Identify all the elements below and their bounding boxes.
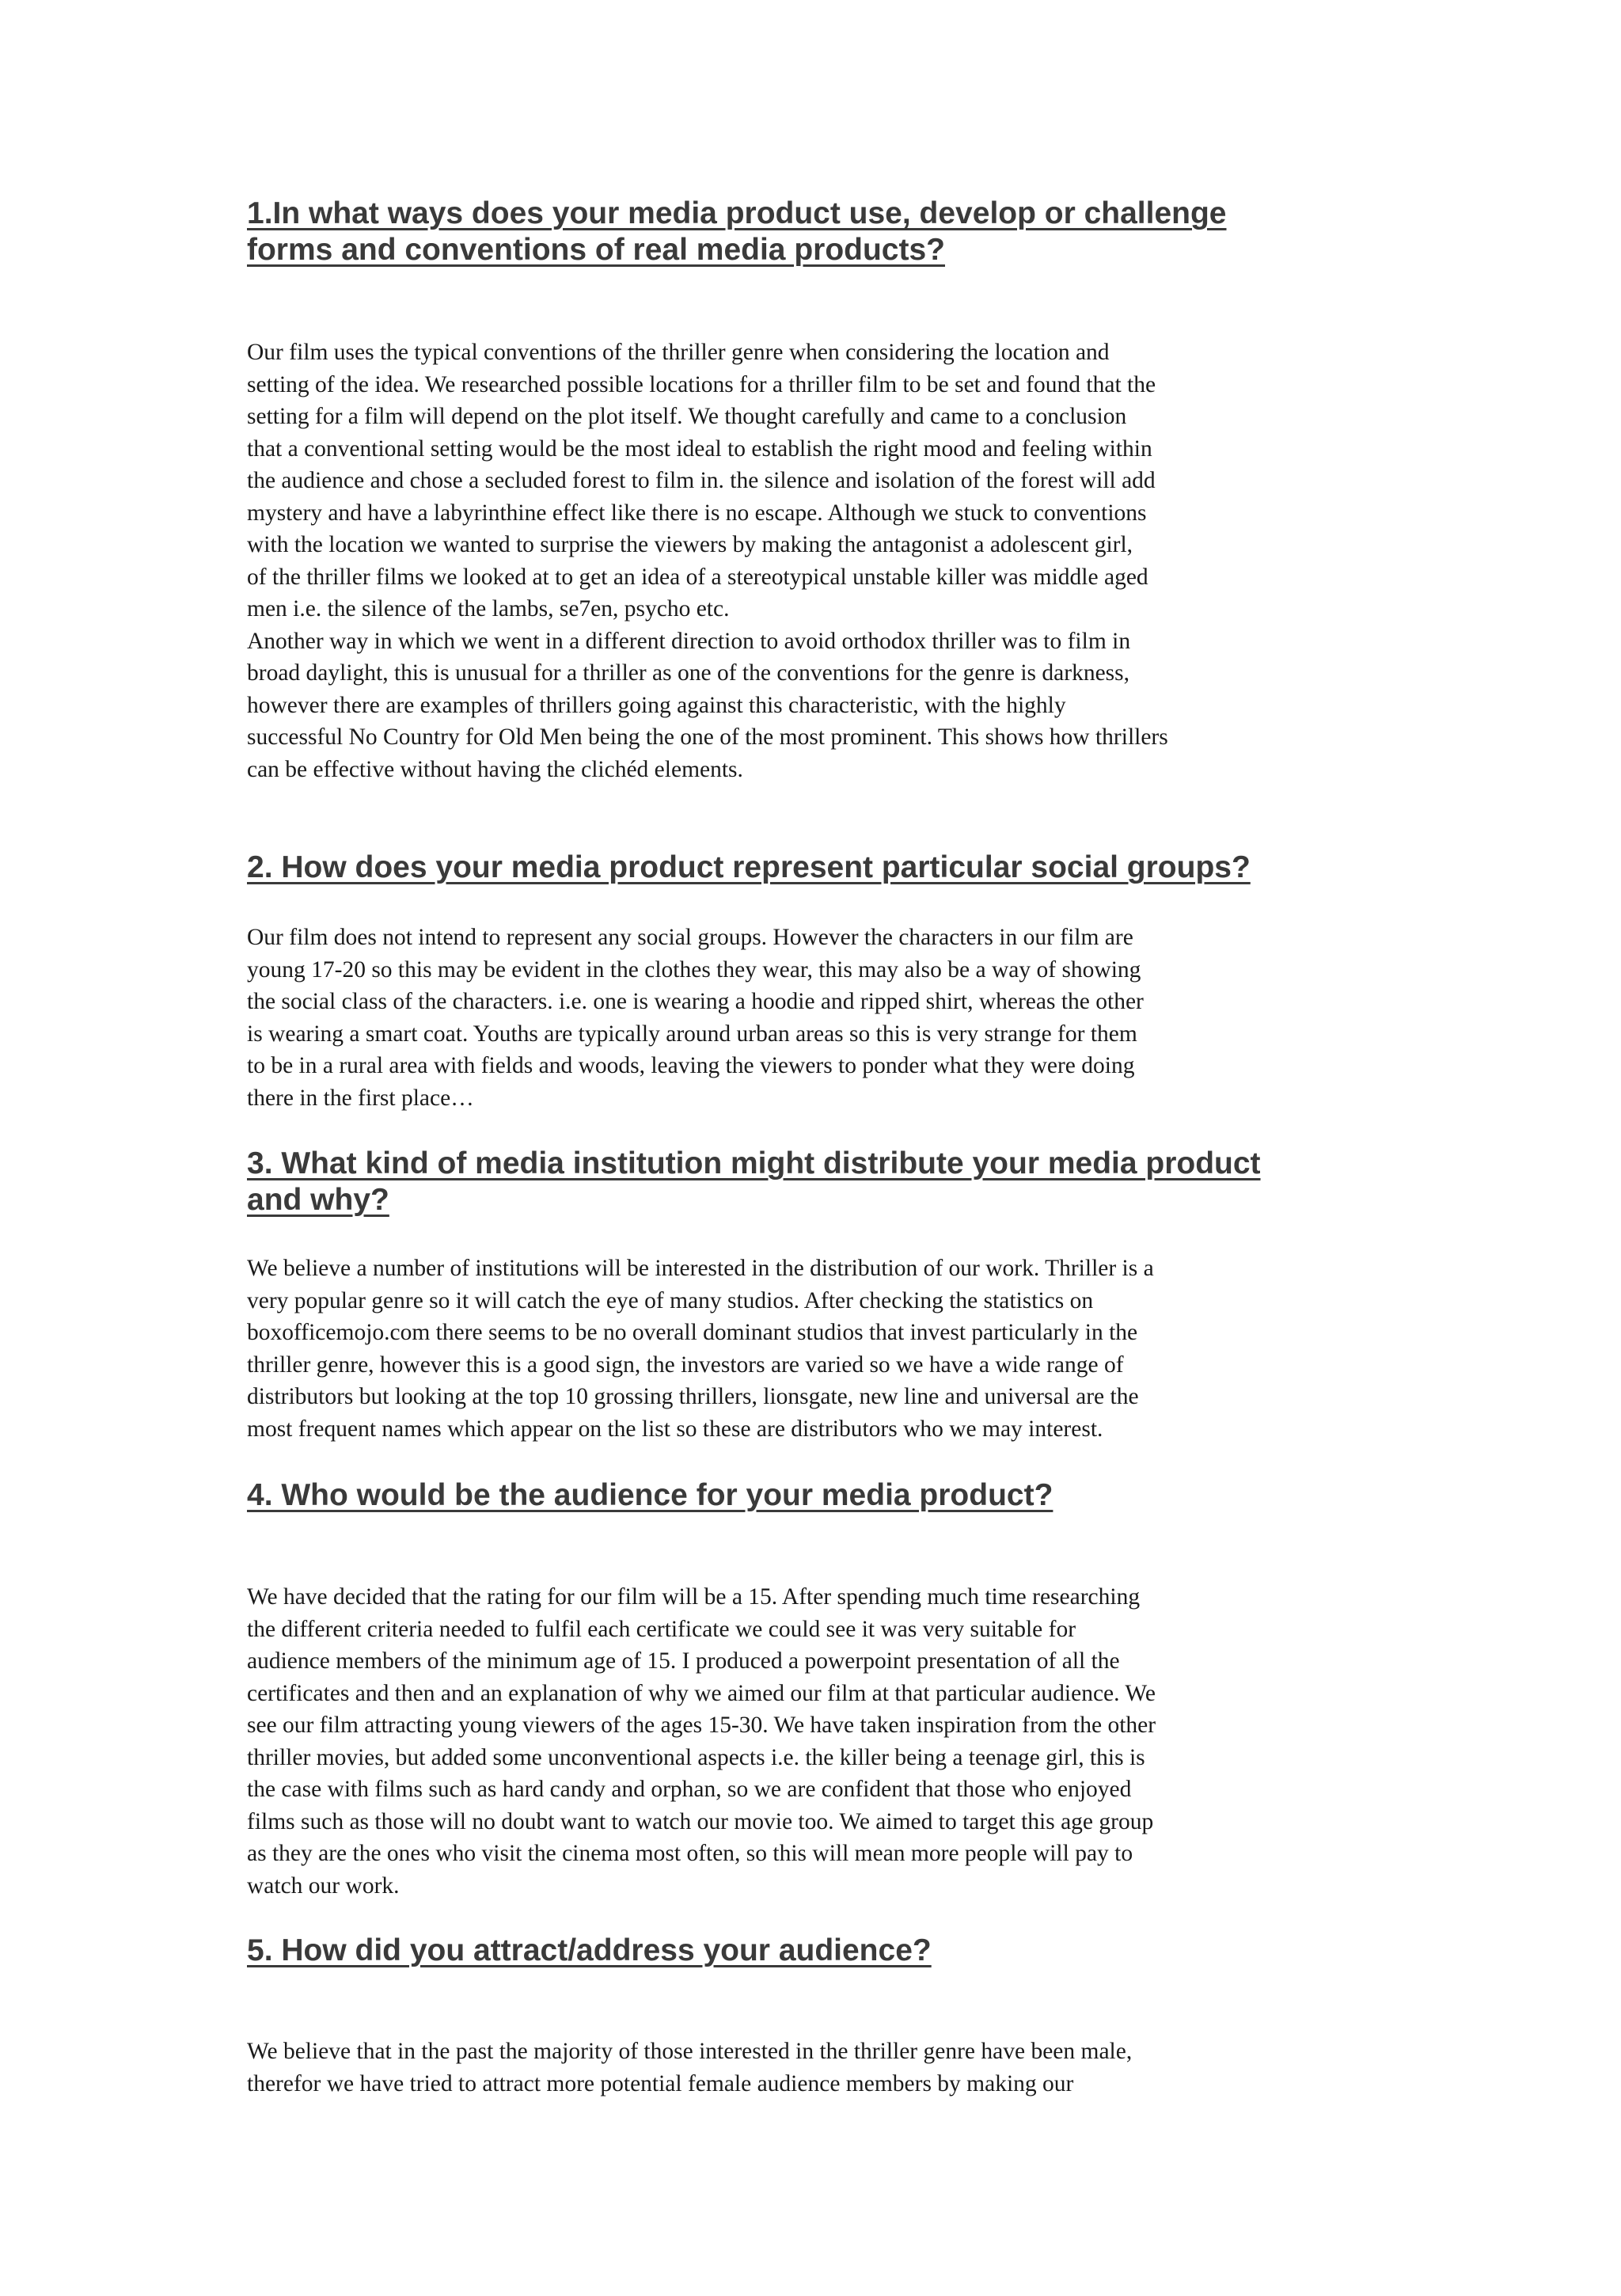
body-line: to be in a rural area with fields and woods, leaving the viewers to ponder what they were doing — [247, 1053, 1135, 1078]
body-line: successful No Country for Old Men being the one of the most prominent. This shows how thrillers — [247, 724, 1168, 750]
body-line: films such as those will no doubt want to watch our movie too. We aimed to target this age group — [247, 1808, 1154, 1834]
body-line: men i.e. the silence of the lambs, se7en, psycho etc. — [247, 596, 730, 622]
section-5-body — [247, 2036, 1403, 2100]
body-line: Our film does not intend to represent any social groups. However the characters in our film are — [247, 925, 1133, 950]
heading-line: 4. Who would be the audience for your media product? — [247, 1478, 1053, 1512]
body-line: certificates and then and an explanation of why we aimed our film at that particular audience. We — [247, 1680, 1156, 1706]
body-line: We believe a number of institutions will be interested in the distribution of our work. Thriller is a — [247, 1256, 1154, 1281]
body-line: however there are examples of thrillers going against this characteristic, with the highly — [247, 692, 1066, 718]
section-1-body — [247, 336, 1403, 785]
body-line: there in the first place… — [247, 1085, 474, 1111]
body-line: see our film attracting young viewers of the ages 15-30. We have taken inspiration from the other — [247, 1712, 1156, 1738]
body-line: with the location we wanted to surprise the viewers by making the antagonist a adolescent girl, — [247, 532, 1133, 557]
section-4-heading — [247, 1477, 1403, 1514]
section-2-heading — [247, 850, 1403, 886]
section-5-heading — [247, 1933, 1403, 1969]
body-line: We believe that in the past the majority of those interested in the thriller genre have been male, — [247, 2039, 1133, 2064]
body-line: as they are the ones who visit the cinema most often, so this will mean more people will pay to — [247, 1841, 1133, 1866]
body-line: that a conventional setting would be the most ideal to establish the right mood and feeling within — [247, 435, 1152, 462]
body-line: young 17-20 so this may be evident in the clothes they wear, this may also be a way of showing — [247, 956, 1141, 983]
body-line: most frequent names which appear on the list so these are distributors who we may interest. — [247, 1416, 1103, 1442]
body-line: setting of the idea. We researched possible locations for a thriller film to be set and found that the — [247, 371, 1156, 397]
section-3-heading — [247, 1146, 1403, 1218]
body-line: very popular genre so it will catch the eye of many studios. After checking the statistics on — [247, 1287, 1094, 1313]
body-line: mystery and have a labyrinthine effect like there is no escape. Although we stuck to conventions — [247, 500, 1147, 526]
body-line: of the thriller films we looked at to get an idea of a stereotypical unstable killer was middle aged — [247, 564, 1148, 590]
body-line: watch our work. — [247, 1872, 400, 1899]
heading-line: forms and conventions of real media products? — [247, 233, 945, 267]
section-4-body — [247, 1581, 1403, 1902]
heading-line: and why? — [247, 1183, 389, 1217]
body-line: distributors but looking at the top 10 grossing thrillers, lionsgate, new line and universal are the — [247, 1384, 1139, 1409]
body-line: the case with films such as hard candy and orphan, so we are confident that those who enjoyed — [247, 1777, 1132, 1802]
body-line: can be effective without having the clichéd elements. — [247, 756, 743, 782]
section-1-heading — [247, 196, 1403, 268]
body-line: thriller movies, but added some unconventional aspects i.e. the killer being a teenage girl, this is — [247, 1744, 1145, 1770]
body-line: Another way in which we went in a different direction to avoid orthodox thriller was to film in — [247, 628, 1131, 654]
body-line: the social class of the characters. i.e. one is wearing a hoodie and ripped shirt, whereas the other — [247, 989, 1144, 1014]
body-line: Our film uses the typical conventions of the thriller genre when considering the location and — [247, 340, 1110, 365]
body-line: the audience and chose a secluded forest to film in. the silence and isolation of the forest will add — [247, 468, 1156, 493]
body-line: boxofficemojo.com there seems to be no overall dominant studios that invest particularly in the — [247, 1320, 1138, 1345]
body-line: broad daylight, this is unusual for a thriller as one of the conventions for the genre is darkness, — [247, 660, 1129, 686]
body-line: We have decided that the rating for our film will be a 15. After spending much time researching — [247, 1584, 1141, 1610]
section-2-body — [247, 922, 1403, 1114]
body-line: therefor we have tried to attract more potential female audience members by making our — [247, 2070, 1074, 2096]
section-3-body — [247, 1253, 1403, 1445]
body-line: thriller genre, however this is a good sign, the investors are varied so we have a wide range of — [247, 1351, 1124, 1378]
body-line: is wearing a smart coat. Youths are typically around urban areas so this is very strange for them — [247, 1021, 1137, 1047]
heading-line: 3. What kind of media institution might distribute your media product — [247, 1146, 1261, 1180]
body-line: audience members of the minimum age of 15. I produced a powerpoint presentation of all the — [247, 1648, 1120, 1674]
body-line: setting for a film will depend on the plot itself. We thought carefully and came to a conclusion — [247, 404, 1127, 429]
heading-line: 5. How did you attract/address your audience? — [247, 1933, 932, 1967]
body-line: the different criteria needed to fulfil each certificate we could see it was very suitable for — [247, 1616, 1076, 1642]
heading-line: 2. How does your media product represent particular social groups? — [247, 850, 1251, 884]
heading-line: 1.In what ways does your media product use, develop or challenge — [247, 196, 1227, 230]
